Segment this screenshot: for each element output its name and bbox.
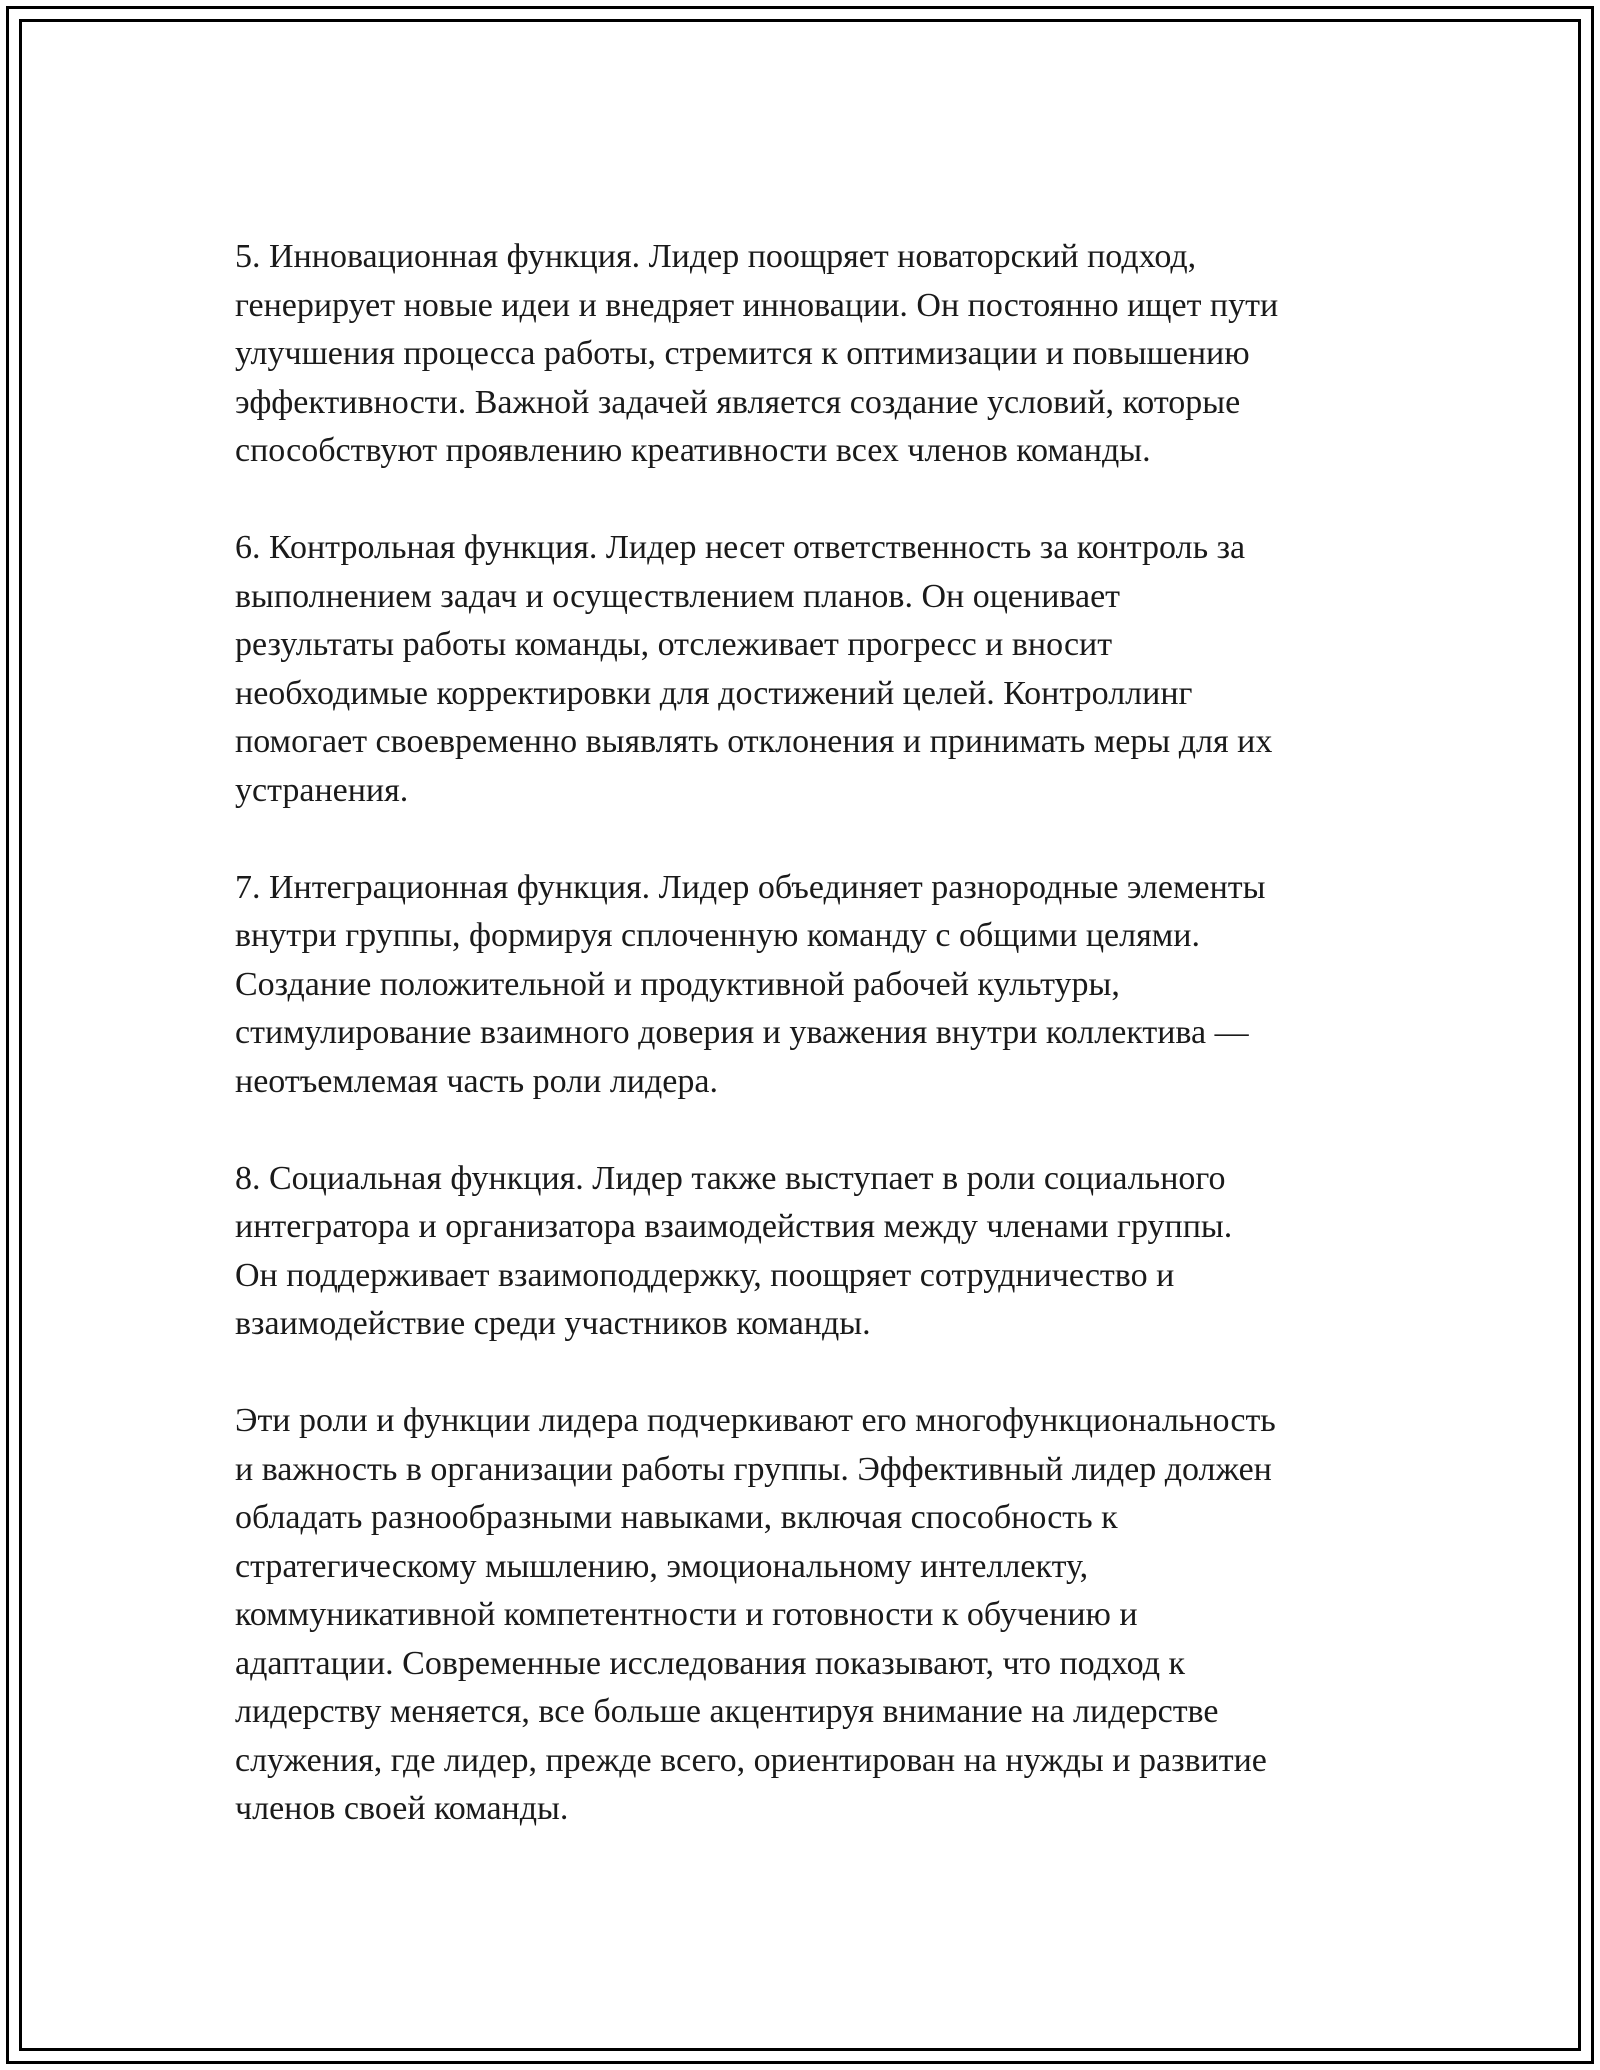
text-line: генерирует новые идеи и внедряет инновации. Он постоянно ищет пути [235, 286, 1279, 324]
text-line: помогает своевременно выявлять отклонения и принимать меры для их [235, 723, 1273, 760]
paragraph-innovation-function [235, 233, 1385, 476]
text-line: интегратора и организатора взаимодействия между членами группы. [235, 1208, 1233, 1245]
text-line: обладать разнообразными навыками, включая способность к [235, 1499, 1118, 1536]
text-line: Создание положительной и продуктивной рабочей культуры, [235, 965, 1120, 1003]
text-line: неотъемлемая часть роли лидера. [235, 1062, 718, 1100]
text-line: членов своей команды. [235, 1790, 569, 1827]
text-line: и важность в организации работы группы. Эффективный лидер должен [235, 1450, 1272, 1488]
document-body [235, 233, 1385, 1834]
text-line: 7. Интеграционная функция. Лидер объединяет разнородные элементы [235, 868, 1266, 906]
text-line: эффективности. Важной задачей является создание условий, которые [235, 383, 1241, 421]
text-line: взаимодействие среди участников команды. [235, 1305, 871, 1342]
text-line: лидерству меняется, все больше акцентируя внимание на лидерстве [235, 1693, 1219, 1730]
paragraph-control-function [235, 524, 1385, 815]
text-line: внутри группы, формируя сплоченную команду с общими целями. [235, 917, 1200, 954]
text-line: устранения. [235, 771, 409, 809]
text-line: 5. Инновационная функция. Лидер поощряет новаторский подход, [235, 238, 1197, 275]
text-line: 6. Контрольная функция. Лидер несет ответственность за контроль за [235, 529, 1246, 566]
text-line: выполнением задач и осуществлением планов. Он оценивает [235, 577, 1121, 615]
text-line: результаты работы команды, отслеживает прогресс и вносит [235, 626, 1113, 663]
paragraph-integration-function [235, 864, 1385, 1107]
text-line: улучшения процесса работы, стремится к оптимизации и повышению [235, 335, 1250, 372]
text-line: коммуникативной компетентности и готовности к обучению и [235, 1596, 1138, 1633]
text-line: адаптации. Современные исследования показывают, что подход к [235, 1644, 1186, 1682]
paragraph-social-function [235, 1155, 1385, 1349]
text-line: Он поддерживает взаимоподдержку, поощряет сотрудничество и [235, 1256, 1175, 1294]
text-line: Эти роли и функции лидера подчеркивают его многофункциональность [235, 1402, 1276, 1439]
text-line: способствуют проявлению креативности всех членов команды. [235, 432, 1151, 469]
text-line: 8. Социальная функция. Лидер также выступает в роли социального [235, 1159, 1226, 1197]
paragraph-conclusion [235, 1397, 1385, 1834]
text-line: стимулирование взаимного доверия и уважения внутри коллектива — [235, 1014, 1249, 1051]
text-line: необходимые корректировки для достижений целей. Контроллинг [235, 674, 1193, 712]
text-line: служения, где лидер, прежде всего, ориентирован на нужды и развитие [235, 1741, 1267, 1779]
text-line: стратегическому мышлению, эмоциональному интеллекту, [235, 1547, 1089, 1585]
